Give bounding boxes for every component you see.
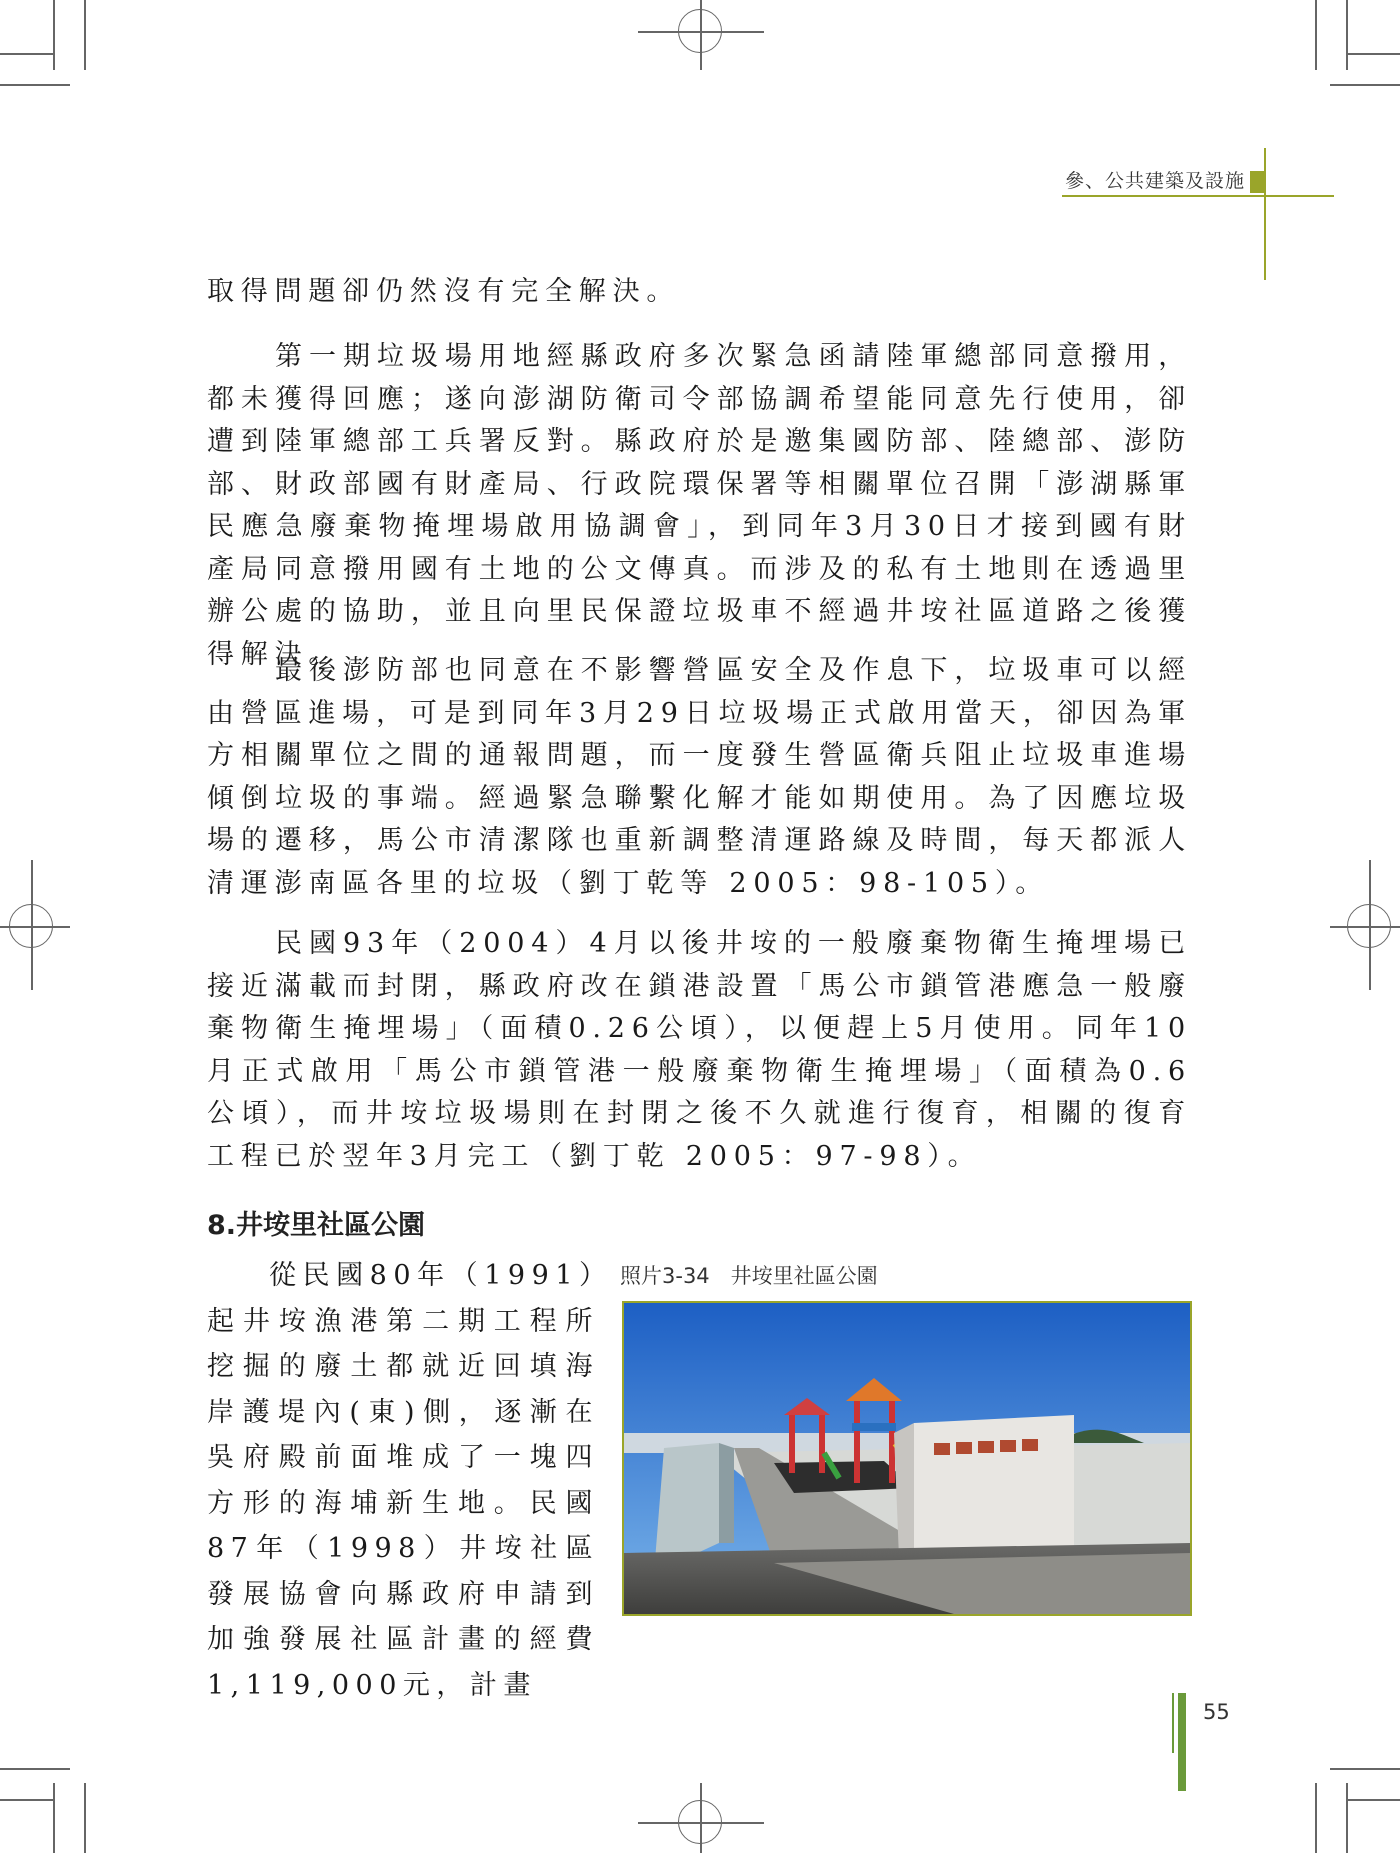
- crop-mark: [0, 53, 55, 55]
- paragraph: 取得問題卻仍然沒有完全解決。: [207, 276, 681, 307]
- section-heading: 8.井垵里社區公園: [207, 1210, 426, 1241]
- crop-mark: [0, 84, 70, 86]
- crop-mark: [31, 860, 33, 990]
- crop-mark: [1346, 53, 1400, 55]
- section-body: [207, 1253, 599, 1708]
- header-rule: [1062, 195, 1334, 197]
- crop-mark: [700, 0, 702, 70]
- crop-mark: [1346, 1783, 1348, 1853]
- paragraph: 從民國80年（1991）起井垵漁港第二期工程所挖掘的廢土都就近回填海岸護堤內(東)側，逐漸在吳府殿前面堆成了一塊四方形的海埔新生地。民國87年（1998）井垵社區發展協會向縣政府申請到加強發展社區計畫的經費1,119,000元，計畫: [207, 1260, 599, 1701]
- page-number-rule: [1172, 1693, 1174, 1753]
- running-header: 參、公共建築及設施: [1064, 170, 1245, 192]
- body-text: [207, 923, 1192, 1178]
- crop-mark: [1330, 1768, 1400, 1770]
- crop-mark: [638, 1822, 764, 1824]
- body-text-top: [207, 271, 1192, 314]
- page-number: 55: [1203, 1700, 1230, 1724]
- header-vertical-rule: [1264, 148, 1266, 280]
- crop-mark: [84, 0, 86, 70]
- paragraph: 最後澎防部也同意在不影響營區安全及作息下，垃圾車可以經由營區進場，可是到同年3月29日垃圾場正式啟用當天，卻因為軍方相關單位之間的通報問題，而一度發生營區衛兵阻止垃圾車進場傾倒垃圾的事端。經過緊急聯繫化解才能如期使用。為了因應垃圾場的遷移，馬公市清潔隊也重新調整清運路線及時間，每天都派人清運澎南區各里的垃圾（劉丁乾等 2005：98-105）。: [207, 655, 1192, 899]
- park-photo-illustration: [624, 1303, 1190, 1614]
- crop-mark: [1346, 1799, 1400, 1801]
- crop-mark: [1330, 84, 1400, 86]
- page-number-bar: [1178, 1693, 1186, 1791]
- crop-mark: [84, 1783, 86, 1853]
- crop-mark: [700, 1783, 702, 1853]
- body-text: [207, 650, 1192, 905]
- crop-mark: [53, 0, 55, 70]
- crop-mark: [0, 1768, 70, 1770]
- crop-mark: [53, 1783, 55, 1853]
- park-photo: [622, 1301, 1192, 1616]
- crop-mark: [0, 926, 70, 928]
- crop-mark: [1346, 0, 1348, 70]
- photo-caption: 照片3-34 井垵里社區公園: [620, 1264, 878, 1288]
- crop-mark: [1330, 926, 1400, 928]
- crop-mark: [1315, 0, 1317, 70]
- crop-mark: [0, 1799, 55, 1801]
- paragraph: 第一期垃圾場用地經縣政府多次緊急函請陸軍總部同意撥用，都未獲得回應；遂向澎湖防衛司令部協調希望能同意先行使用，卻遭到陸軍總部工兵署反對。縣政府於是邀集國防部、陸總部、澎防部、財政部國有財產局、行政院環保署等相關單位召開「澎湖縣軍民應急廢棄物掩埋場啟用協調會」，到同年3月30日才接到國有財產局同意撥用國有土地的公文傳真。而涉及的私有土地則在透過里辦公處的協助，並且向里民保證垃圾車不經過井垵社區道路之後獲得解決。: [207, 341, 1192, 670]
- crop-mark: [1369, 860, 1371, 990]
- crop-mark: [638, 31, 764, 33]
- header-accent-block: [1250, 171, 1264, 193]
- paragraph: 民國93年（2004）4月以後井垵的一般廢棄物衛生掩埋場已接近滿載而封閉，縣政府改在鎖港設置「馬公市鎖管港應急一般廢棄物衛生掩埋場」（面積0.26公頃），以便趕上5月使用。同年10月正式啟用「馬公市鎖管港一般廢棄物衛生掩埋場」（面積為0.6公頃），而井垵垃圾場則在封閉之後不久就進行復育，相關的復育工程已於翌年3月完工（劉丁乾 2005：97-98）。: [207, 928, 1192, 1172]
- body-text: [207, 336, 1192, 676]
- crop-mark: [1315, 1783, 1317, 1853]
